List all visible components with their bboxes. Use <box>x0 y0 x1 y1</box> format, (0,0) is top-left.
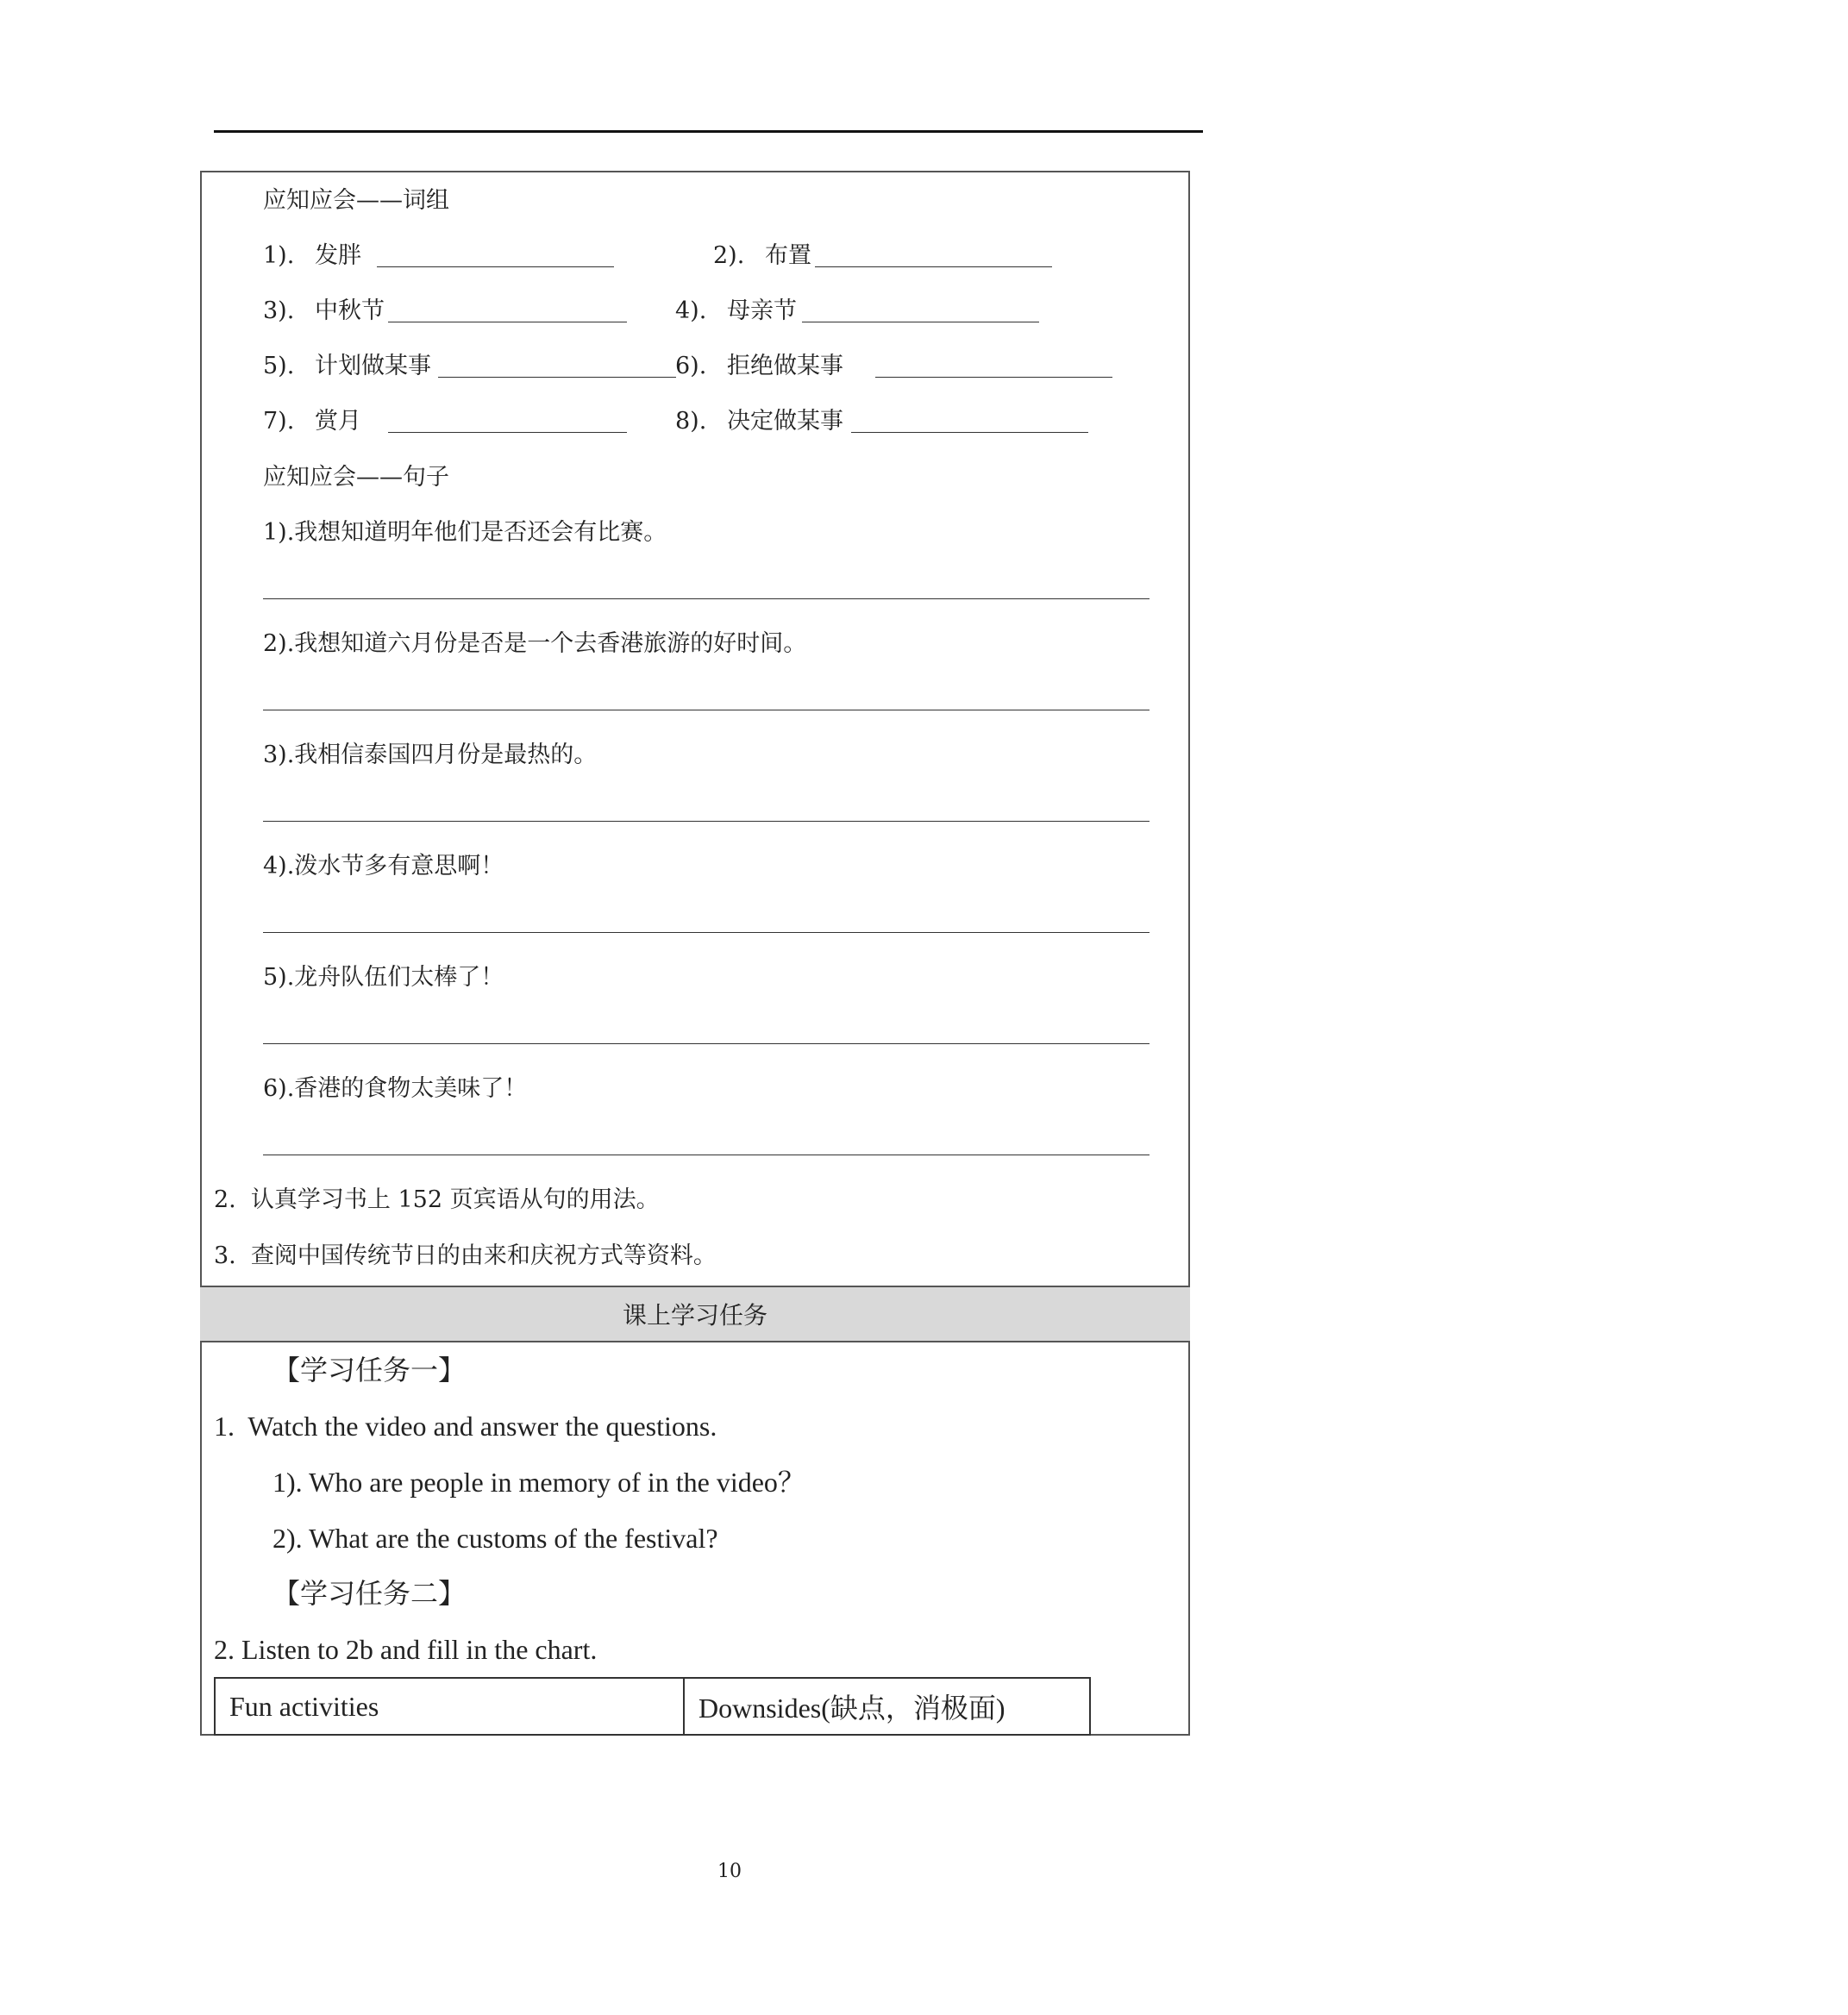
phrase-num: 4). <box>675 297 707 324</box>
question-2: 2. Listen to 2b and fill in the chart. <box>214 1634 598 1665</box>
answer-line[interactable] <box>263 1043 1150 1044</box>
chart-header-fun-activities: Fun activities <box>216 1679 685 1734</box>
sentence-prompt: 5).龙舟队伍们太棒了！ <box>263 964 504 991</box>
phrase-num: 8). <box>675 408 707 435</box>
answer-line[interactable] <box>263 598 1150 599</box>
phrase-num: 2). <box>713 242 745 269</box>
phrase-text: 布置 <box>765 242 811 269</box>
phrase-blank[interactable] <box>388 432 627 433</box>
sentences-heading: 应知应会——句子 <box>263 464 449 491</box>
question-1: 1. Watch the video and answer the questions. <box>214 1411 717 1442</box>
phrase-blank[interactable] <box>875 377 1112 378</box>
sentence-prompt: 2).我想知道六月份是否是一个去香港旅游的好时间。 <box>263 630 807 657</box>
sentence-prompt: 4).泼水节多有意思啊！ <box>263 853 504 879</box>
phrases-heading: 应知应会——词组 <box>263 187 449 214</box>
task-item: 2. 认真学习书上 152 页宾语从句的用法。 <box>214 1186 660 1213</box>
phrase-num: 5). <box>263 353 295 379</box>
phrase-text: 中秋节 <box>315 297 385 324</box>
phrase-blank[interactable] <box>377 266 614 267</box>
phrase-blank[interactable] <box>851 432 1088 433</box>
worksheet-table <box>200 171 1190 1736</box>
phrase-num: 7). <box>263 408 295 435</box>
phrase-num: 6). <box>675 353 707 379</box>
phrase-text: 赏月 <box>315 408 361 435</box>
fill-in-chart <box>214 1677 1091 1736</box>
phrase-text: 计划做某事 <box>315 353 431 379</box>
sentence-prompt: 6).香港的食物太美味了！ <box>263 1075 528 1102</box>
answer-line[interactable] <box>263 932 1150 933</box>
header-rule <box>214 130 1203 133</box>
answer-line[interactable] <box>263 821 1150 822</box>
phrase-text: 母亲节 <box>727 297 797 324</box>
phrase-text: 拒绝做某事 <box>727 353 843 379</box>
section-banner <box>200 1286 1190 1342</box>
question-1-item: 2). What are the customs of the festival? <box>273 1523 718 1554</box>
chart-header-downsides: Downsides(缺点，消极面) <box>698 1693 1005 1724</box>
task-item: 3. 查阅中国传统节日的由来和庆祝方式等资料。 <box>214 1242 717 1269</box>
section-banner-title: 课上学习任务 <box>622 1301 767 1330</box>
sentence-prompt: 3).我相信泰国四月份是最热的。 <box>263 742 598 768</box>
page-number: 10 <box>717 1861 742 1882</box>
phrase-text: 决定做某事 <box>727 408 843 435</box>
phrase-num: 3). <box>263 297 295 324</box>
phrase-num: 1). <box>263 242 295 269</box>
phrase-blank[interactable] <box>438 377 676 378</box>
phrase-text: 发胖 <box>315 242 361 269</box>
phrase-blank[interactable] <box>815 266 1052 267</box>
task1-heading: 【学习任务一】 <box>273 1354 467 1386</box>
sentence-prompt: 1).我想知道明年他们是否还会有比赛。 <box>263 519 667 546</box>
task2-heading: 【学习任务二】 <box>273 1577 467 1610</box>
question-1-item: 1). Who are people in memory of in the video？ <box>273 1467 805 1498</box>
